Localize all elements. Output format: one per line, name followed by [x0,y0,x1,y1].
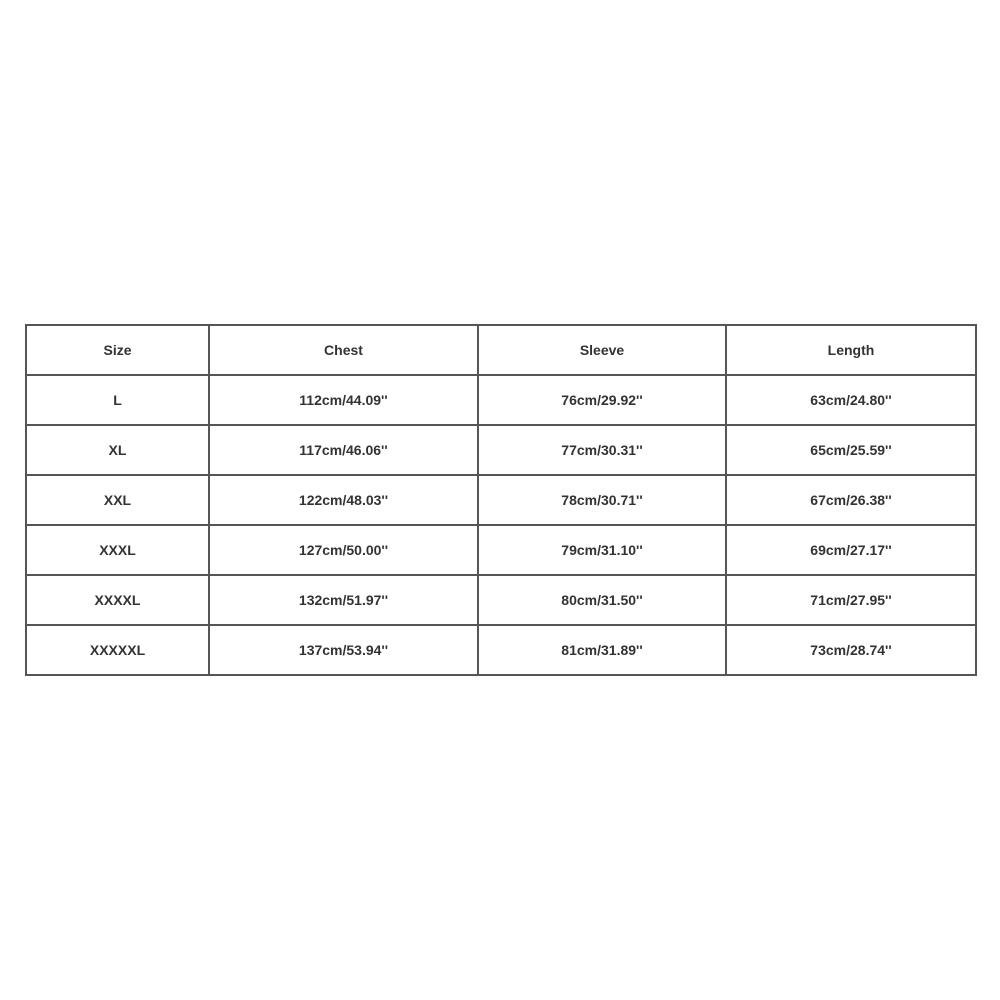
cell-sleeve: 78cm/30.71'' [478,475,726,525]
cell-sleeve: 80cm/31.50'' [478,575,726,625]
cell-chest: 117cm/46.06'' [209,425,478,475]
table-row [26,375,976,425]
cell-size: XXXL [26,525,209,575]
table-row [26,575,976,625]
cell-sleeve: 79cm/31.10'' [478,525,726,575]
cell-length: 73cm/28.74'' [726,625,976,675]
cell-length: 67cm/26.38'' [726,475,976,525]
header-size: Size [26,325,209,375]
cell-chest: 132cm/51.97'' [209,575,478,625]
cell-length: 65cm/25.59'' [726,425,976,475]
cell-length: 63cm/24.80'' [726,375,976,425]
header-length: Length [726,325,976,375]
cell-length: 69cm/27.17'' [726,525,976,575]
header-chest: Chest [209,325,478,375]
cell-chest: 127cm/50.00'' [209,525,478,575]
table-row [26,475,976,525]
table-header-row [26,325,976,375]
size-chart-table [25,324,977,676]
cell-chest: 112cm/44.09'' [209,375,478,425]
cell-chest: 137cm/53.94'' [209,625,478,675]
header-sleeve: Sleeve [478,325,726,375]
cell-size: XXL [26,475,209,525]
cell-size: XL [26,425,209,475]
cell-size: XXXXL [26,575,209,625]
cell-length: 71cm/27.95'' [726,575,976,625]
cell-sleeve: 77cm/30.31'' [478,425,726,475]
cell-sleeve: 81cm/31.89'' [478,625,726,675]
table-row [26,625,976,675]
cell-size: L [26,375,209,425]
table-row [26,425,976,475]
cell-chest: 122cm/48.03'' [209,475,478,525]
cell-sleeve: 76cm/29.92'' [478,375,726,425]
table-row [26,525,976,575]
cell-size: XXXXXL [26,625,209,675]
